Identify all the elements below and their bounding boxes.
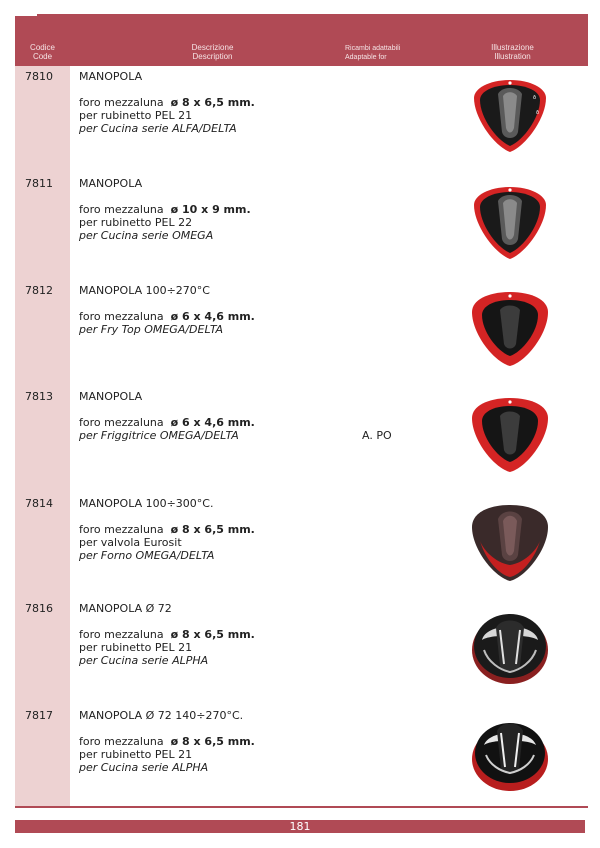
product-code: 7811 — [25, 177, 53, 190]
product-description — [79, 497, 349, 562]
hole-spec — [79, 96, 349, 109]
product-code: 7810 — [25, 70, 53, 83]
hole-spec — [79, 416, 349, 429]
product-title: MANOPOLA — [79, 177, 143, 190]
product-title: MANOPOLA — [79, 390, 143, 403]
hole-label: foro mezzaluna — [79, 523, 164, 536]
knob-chrome-round-dark-image — [470, 713, 550, 793]
spare-part: A. PO — [362, 429, 392, 442]
header-spare-en: Adaptable for — [345, 54, 387, 61]
header-notch — [15, 14, 37, 16]
hole-spec — [79, 628, 349, 641]
product-title: MANOPOLA — [79, 70, 143, 83]
hole-size: ø 6 x 4,6 mm. — [170, 310, 255, 323]
knob-red-grip-image — [470, 74, 550, 154]
hole-size: ø 8 x 6,5 mm. — [170, 735, 255, 748]
product-title: MANOPOLA 100÷270°C — [79, 284, 210, 297]
hole-size: ø 6 x 4,6 mm. — [170, 416, 255, 429]
product-line3: per Friggitrice OMEGA/DELTA — [79, 429, 239, 442]
product-description — [79, 70, 349, 135]
svg-text:ð: ð — [536, 110, 540, 116]
product-line3: per Cucina serie ALFA/DELTA — [79, 122, 237, 135]
product-line3: per Cucina serie ALPHA — [79, 761, 209, 774]
product-description — [79, 390, 349, 442]
product-line2: per rubinetto PEL 21 — [79, 109, 193, 122]
hole-label: foro mezzaluna — [79, 416, 164, 429]
product-code: 7816 — [25, 602, 53, 615]
product-line3: per Forno OMEGA/DELTA — [79, 549, 215, 562]
hole-size: ø 10 x 9 mm. — [170, 203, 251, 216]
hole-spec — [79, 203, 349, 216]
product-title: MANOPOLA 100÷300°C. — [79, 497, 214, 510]
header-spare-it: Ricambi adattabili — [345, 45, 401, 52]
header-code-en: Code — [32, 52, 53, 61]
table-row — [0, 70, 600, 175]
product-code: 7814 — [25, 497, 53, 510]
knob-dark-grip-image — [470, 501, 550, 581]
svg-text:ð: ð — [533, 95, 537, 101]
header-ill-it: Illustrazione — [491, 43, 534, 52]
product-description — [79, 177, 349, 242]
table-bottom-line — [15, 806, 588, 808]
knob-chrome-round-image — [470, 606, 550, 686]
hole-label: foro mezzaluna — [79, 310, 164, 323]
header-ill-en: Illustration — [494, 52, 531, 61]
hole-spec — [79, 735, 349, 748]
product-line2: per rubinetto PEL 22 — [79, 216, 193, 229]
header-desc-it: Descrizione — [191, 43, 234, 52]
header-description — [110, 43, 315, 61]
product-line3: per Fry Top OMEGA/DELTA — [79, 323, 224, 336]
knob-red-flat-image — [470, 288, 550, 368]
header-spare — [345, 44, 445, 62]
product-code: 7813 — [25, 390, 53, 403]
hole-size: ø 8 x 6,5 mm. — [170, 628, 255, 641]
hole-size: ø 8 x 6,5 mm. — [170, 96, 255, 109]
hole-label: foro mezzaluna — [79, 203, 164, 216]
product-description — [79, 284, 349, 336]
product-description — [79, 602, 349, 667]
table-row — [0, 602, 600, 707]
hole-spec — [79, 523, 349, 536]
footer-bar — [15, 820, 585, 833]
hole-label: foro mezzaluna — [79, 628, 164, 641]
product-line2: per valvola Eurosit — [79, 536, 182, 549]
page-number: 181 — [289, 820, 311, 833]
header-code — [15, 43, 70, 61]
product-line3: per Cucina serie ALPHA — [79, 654, 209, 667]
product-line3: per Cucina serie OMEGA — [79, 229, 214, 242]
product-code: 7812 — [25, 284, 53, 297]
table-row — [0, 177, 600, 282]
table-row — [0, 497, 600, 602]
product-code: 7817 — [25, 709, 53, 722]
header-desc-en: Description — [192, 52, 233, 61]
header-code-it: Codice — [30, 43, 55, 52]
table-row — [0, 284, 600, 389]
table-row — [0, 390, 600, 495]
hole-label: foro mezzaluna — [79, 735, 164, 748]
product-title: MANOPOLA Ø 72 140÷270°C. — [79, 709, 244, 722]
knob-red-flat-image — [470, 394, 550, 474]
product-line2: per rubinetto PEL 21 — [79, 641, 193, 654]
product-description — [79, 709, 349, 774]
table-row — [0, 709, 600, 814]
hole-spec — [79, 310, 349, 323]
product-title: MANOPOLA Ø 72 — [79, 602, 172, 615]
header-illustration — [455, 43, 570, 61]
hole-label: foro mezzaluna — [79, 96, 164, 109]
product-line2: per rubinetto PEL 21 — [79, 748, 193, 761]
knob-red-grip-image — [470, 181, 550, 261]
hole-size: ø 8 x 6,5 mm. — [170, 523, 255, 536]
